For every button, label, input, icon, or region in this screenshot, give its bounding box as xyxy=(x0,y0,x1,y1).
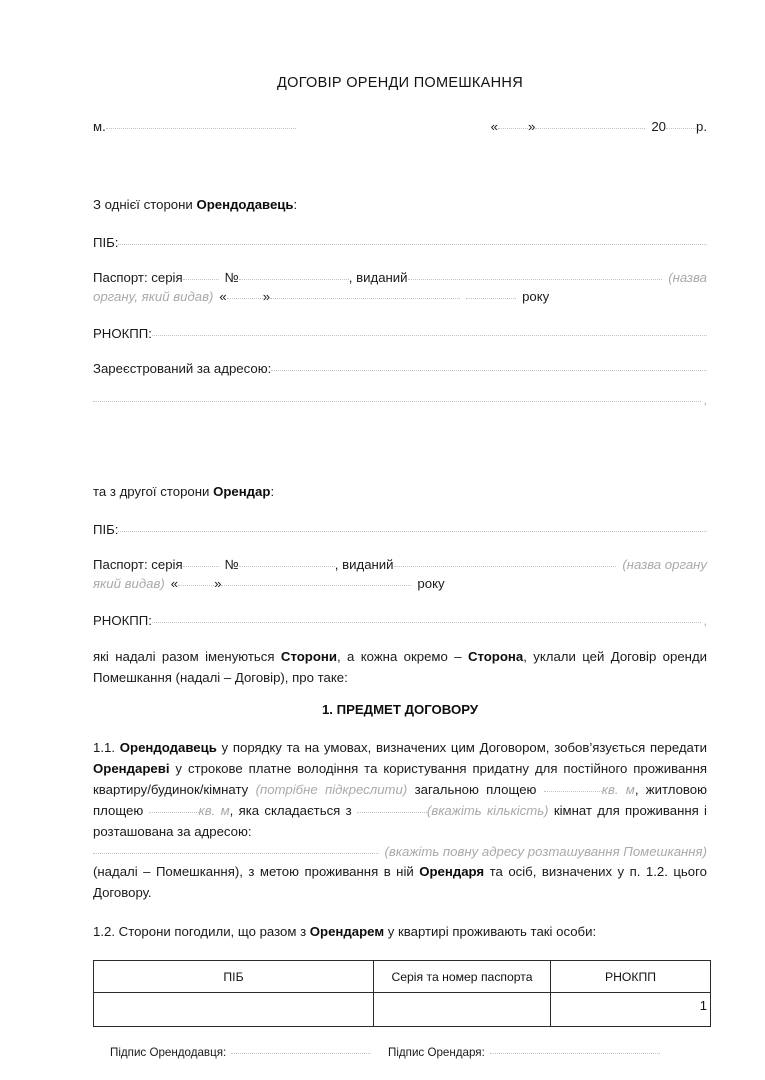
tenant-passport-year-word: року xyxy=(417,576,445,591)
clause-1-1-text-2: у строкове платне володіння та користування придатну для постійного проживання квартиру/будинок/кімнату xyxy=(93,761,707,797)
clause-1-1-hint-3: (вкажіть повну адресу розташування Помешкання) xyxy=(384,844,707,859)
tenant-passport-number-input[interactable] xyxy=(239,566,335,567)
day-quote-close: » xyxy=(527,119,536,134)
landlord-address-comma: , xyxy=(703,392,707,407)
clause-1-1-hint-1: (потрібне підкреслити) xyxy=(255,782,408,797)
clause-1-1-bold-3: Орендаря xyxy=(419,864,485,879)
persons-table xyxy=(93,960,711,1027)
landlord-passport-year-input[interactable] xyxy=(466,298,516,299)
clause-1-2-text-2: у квартирі проживають такі особи: xyxy=(384,924,597,939)
tenant-tax-line xyxy=(93,611,707,630)
city-label: м. xyxy=(93,119,106,134)
landlord-address-label: Зареєстрований за адресою: xyxy=(93,361,272,376)
landlord-signature-block xyxy=(110,1046,388,1059)
table-header-row xyxy=(94,961,711,993)
clause-1-1-bold-1: Орендодавець xyxy=(119,740,217,755)
clause-1-1-text-5: , яка складається з xyxy=(229,803,357,818)
landlord-passport-month-input[interactable] xyxy=(270,298,460,299)
landlord-passport-series-input[interactable] xyxy=(183,279,219,280)
tenant-tax-input[interactable] xyxy=(152,622,701,623)
clause-1-2 xyxy=(93,921,707,942)
tenant-name-input[interactable] xyxy=(118,531,707,532)
clause-1-1-tail xyxy=(93,861,707,903)
page-number: 1 xyxy=(699,998,707,1013)
tenant-tax-comma: , xyxy=(703,613,707,628)
clause-1-2-bold-1: Орендарем xyxy=(309,924,385,939)
tenant-name-line xyxy=(93,520,707,539)
clause-1-2-number: 1.2. xyxy=(93,924,115,939)
landlord-name-line xyxy=(93,233,707,252)
parties-bold-2: Сторона xyxy=(467,649,524,664)
year-prefix: 20 xyxy=(651,119,666,134)
tenant-signature-label: Підпис Орендаря: xyxy=(388,1046,485,1059)
tenant-name-label: ПІБ: xyxy=(93,522,119,537)
landlord-passport-issued-label: , виданий xyxy=(348,270,408,285)
tenant-passport-line xyxy=(93,555,707,574)
city-input-blank[interactable] xyxy=(106,128,296,129)
landlord-signature-label: Підпис Орендодавця: xyxy=(110,1046,227,1059)
page-title: ДОГОВІР ОРЕНДИ ПОМЕШКАННЯ xyxy=(277,75,523,91)
tenant-passport-day-input[interactable] xyxy=(178,585,214,586)
landlord-intro-suffix: : xyxy=(293,197,298,212)
parties-text-2: , а кожна окремо – xyxy=(336,649,468,664)
year-suffix: р. xyxy=(696,119,707,134)
landlord-passport-line xyxy=(93,268,707,287)
landlord-name-input[interactable] xyxy=(118,244,707,245)
landlord-address-line xyxy=(93,359,707,378)
landlord-tax-label: РНОКПП: xyxy=(93,326,152,341)
table-cell-passport[interactable] xyxy=(374,993,551,1027)
month-input-blank[interactable] xyxy=(535,128,645,129)
landlord-passport-number-input[interactable] xyxy=(239,279,349,280)
tenant-signature-block xyxy=(388,1046,710,1059)
tenant-signature-input[interactable] xyxy=(490,1053,660,1054)
tenant-intro xyxy=(93,481,707,502)
tenant-passport-label: Паспорт: серія xyxy=(93,557,183,572)
premises-address-line xyxy=(93,842,707,861)
tenant-passport-day-quote-open: « xyxy=(170,576,179,591)
parties-paragraph xyxy=(93,646,707,688)
clause-1-1-bold-2: Орендареві xyxy=(93,761,170,776)
premises-address-input[interactable] xyxy=(93,853,379,854)
parties-text-3: , уклали цей Договір оренди Помешкання (надалі – Договір), про таке: xyxy=(93,649,708,685)
total-area-input[interactable] xyxy=(544,791,602,792)
landlord-passport-hint-a: (назва xyxy=(668,270,707,285)
landlord-address-input[interactable] xyxy=(271,370,707,371)
parties-text-1: які надалі разом іменуються xyxy=(93,649,281,664)
clause-1-1-hint-2: (вкажіть кількість) xyxy=(426,803,549,818)
clause-1-1-unit-1: кв. м xyxy=(601,782,635,797)
tenant-passport-day-quote-close: » xyxy=(214,576,222,591)
tenant-passport-authority-input[interactable] xyxy=(394,566,617,567)
table-cell-pib[interactable] xyxy=(94,993,374,1027)
landlord-name-label: ПІБ: xyxy=(93,235,119,250)
landlord-passport-year-word: року xyxy=(522,289,550,304)
clause-1-1-text-3: загальною площею xyxy=(407,782,544,797)
clause-1-1-text-4: , житловою площею xyxy=(93,782,708,818)
landlord-role: Орендодавець xyxy=(196,197,294,212)
landlord-address-input-2[interactable] xyxy=(93,401,701,402)
table-cell-rnokpp[interactable] xyxy=(551,993,711,1027)
table-header-passport: Серія та номер паспорта xyxy=(374,961,551,993)
landlord-address-line-2 xyxy=(93,390,707,409)
landlord-tax-input[interactable] xyxy=(152,335,707,336)
section-1-heading: 1. ПРЕДМЕТ ДОГОВОРУ xyxy=(321,702,479,717)
city-date-line xyxy=(93,117,707,136)
clause-1-1-text-7: (надалі – Помешкання), з метою проживання в ній xyxy=(93,864,420,879)
parties-bold-1: Сторони xyxy=(280,649,337,664)
landlord-intro xyxy=(93,194,707,215)
landlord-passport-day-input[interactable] xyxy=(227,298,263,299)
clause-1-2-text-1: Сторони погодили, що разом з xyxy=(115,924,310,939)
living-area-input[interactable] xyxy=(149,812,199,813)
tenant-passport-number-sign: № xyxy=(224,557,239,572)
clause-1-1-text-1: у порядку та на умовах, визначених цим Договором, зобов’язується передати xyxy=(216,740,708,755)
day-quote-open: « xyxy=(490,119,498,134)
table-row xyxy=(94,993,711,1027)
year-input-blank[interactable] xyxy=(666,128,696,129)
tenant-passport-hint-a: (назва органу xyxy=(622,557,707,572)
clause-1-1-text-8: та осіб, визначених у п. 1.2. цього Договору. xyxy=(93,864,707,900)
landlord-tax-line xyxy=(93,324,707,343)
landlord-passport-line-2 xyxy=(93,287,707,306)
table-header-pib: ПІБ xyxy=(94,961,374,993)
tenant-role: Орендар xyxy=(213,484,271,499)
rooms-count-input[interactable] xyxy=(357,812,427,813)
tenant-intro-suffix: : xyxy=(270,484,275,499)
document-content xyxy=(93,0,707,1027)
clause-1-1-unit-2: кв. м xyxy=(198,803,230,818)
landlord-passport-day-quote-close: » xyxy=(262,289,271,304)
tenant-passport-issued-label: , виданий xyxy=(334,557,394,572)
landlord-intro-prefix: З однієї сторони xyxy=(93,197,197,212)
landlord-signature-input[interactable] xyxy=(231,1053,371,1054)
tenant-passport-series-input[interactable] xyxy=(183,566,219,567)
landlord-passport-hint-b: органу, який видав) xyxy=(93,289,214,304)
tenant-intro-prefix: та з другої сторони xyxy=(93,484,214,499)
landlord-passport-label: Паспорт: серія xyxy=(93,270,183,285)
footer-signatures xyxy=(110,1046,710,1059)
landlord-passport-authority-input[interactable] xyxy=(408,279,663,280)
tenant-tax-label: РНОКПП: xyxy=(93,613,152,628)
landlord-passport-day-quote-open: « xyxy=(219,289,227,304)
clause-1-1-number: 1.1. xyxy=(93,740,115,755)
table-header-rnokpp: РНОКПП xyxy=(551,961,711,993)
tenant-passport-month-input[interactable] xyxy=(221,585,411,586)
landlord-passport-number-sign: № xyxy=(224,270,239,285)
tenant-passport-hint-b: який видав) xyxy=(93,576,165,591)
tenant-passport-line-2 xyxy=(93,574,707,593)
day-input-blank[interactable] xyxy=(498,128,528,129)
clause-1-1 xyxy=(93,737,707,842)
clause-1-1-text-6: кімнат для проживання і розташована за адресою: xyxy=(93,803,707,839)
